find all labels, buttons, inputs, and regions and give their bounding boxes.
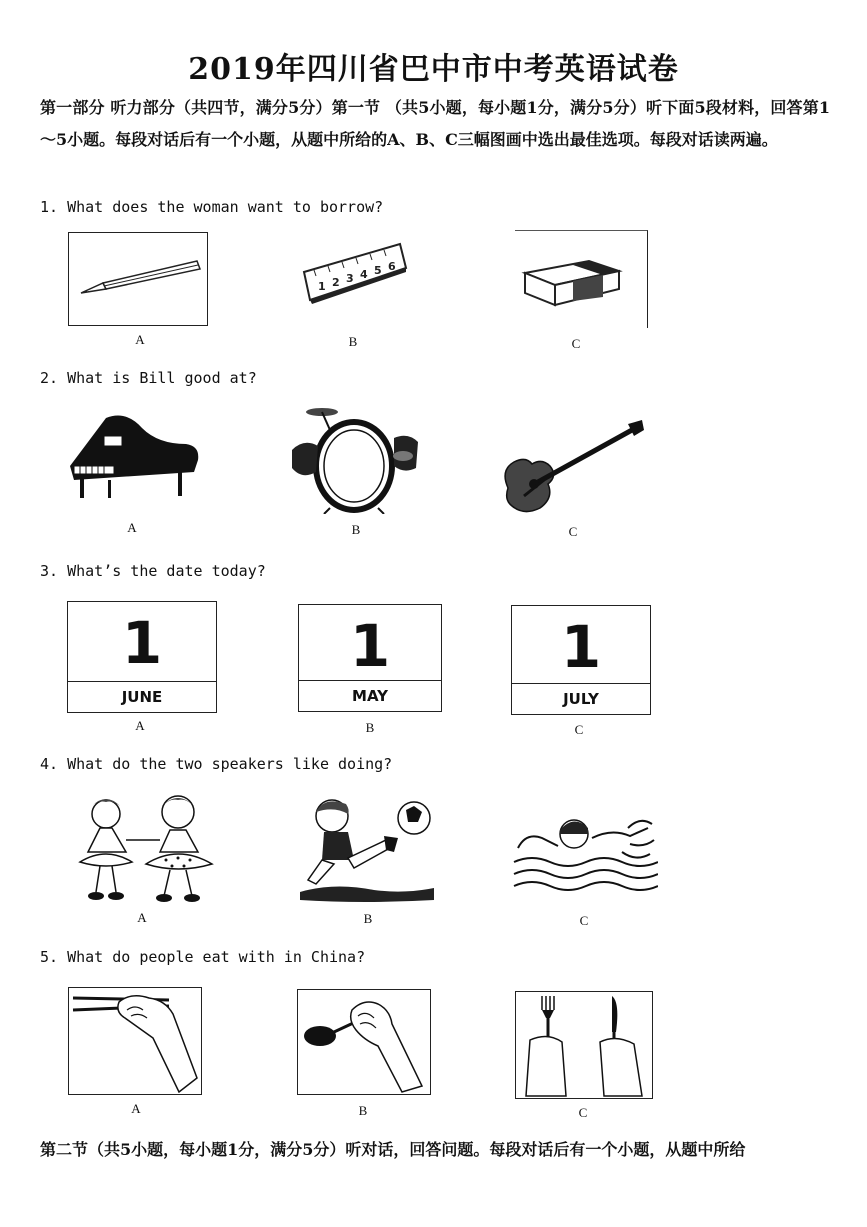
- swimmer-icon[interactable]: [512, 808, 658, 904]
- ruler-mark: 6: [388, 260, 396, 273]
- piano-icon[interactable]: [66, 408, 202, 504]
- football-player-icon[interactable]: [294, 796, 438, 904]
- calendar-june[interactable]: [67, 601, 217, 713]
- ruler-icon[interactable]: [300, 238, 408, 310]
- pencil-icon[interactable]: [68, 232, 208, 326]
- option-label-a: A: [137, 910, 147, 925]
- calendar-day: 1: [121, 609, 163, 677]
- option-label-b: B: [365, 720, 375, 735]
- option-label-a: A: [135, 718, 145, 733]
- option-label-b: B: [351, 522, 361, 537]
- question-1: 1. What does the woman want to borrow?: [40, 198, 384, 216]
- fork-knife-hands-icon[interactable]: [515, 991, 653, 1099]
- option-label-c: C: [574, 722, 584, 737]
- question-2: 2. What is Bill good at?: [40, 369, 257, 387]
- section-two-instructions: 第二节（共5小题，每小题1分，满分5分）听对话，回答问题。每段对话后有一个小题，从题中所给: [40, 1140, 746, 1159]
- calendar-month: JUNE: [68, 681, 216, 712]
- option-label-b: B: [358, 1103, 368, 1118]
- spoon-hand-icon[interactable]: [297, 989, 431, 1095]
- ruler-mark: 2: [332, 276, 340, 289]
- ruler-mark: 1: [318, 280, 326, 293]
- question-5: 5. What do people eat with in China?: [40, 948, 366, 966]
- dancing-girls-icon[interactable]: [66, 792, 220, 904]
- calendar-day: 1: [349, 612, 391, 680]
- ruler-mark: 3: [346, 272, 354, 285]
- calendar-month: JULY: [512, 683, 650, 714]
- option-label-b: B: [363, 911, 373, 926]
- option-label-c: C: [568, 524, 578, 539]
- question-3: 3. What’s the date today?: [40, 562, 266, 580]
- option-label-a: A: [131, 1101, 141, 1116]
- option-label-c: C: [578, 1105, 588, 1120]
- calendar-may[interactable]: [298, 604, 442, 712]
- guitar-icon[interactable]: [498, 418, 646, 518]
- calendar-month: MAY: [299, 680, 441, 711]
- ruler-mark: 5: [374, 264, 382, 277]
- option-label-c: C: [571, 336, 581, 351]
- calendar-day: 1: [560, 613, 602, 681]
- page-title: 2019年四川省巴中市中考英语试卷: [188, 52, 679, 87]
- question-4: 4. What do the two speakers like doing?: [40, 755, 393, 773]
- drum-icon[interactable]: [290, 404, 420, 514]
- option-label-c: C: [579, 913, 589, 928]
- option-label-a: A: [135, 332, 145, 347]
- eraser-icon[interactable]: [515, 230, 648, 328]
- calendar-july[interactable]: [511, 605, 651, 715]
- option-label-b: B: [348, 334, 358, 349]
- section-instructions: 第一部分 听力部分（共四节，满分5分）第一节 （共5小题，每小题1分，满分5分）听下面5段材料，回答第1～5小题。每段对话后有一个小题，从题中所给的A、B、C三幅图画中选出最佳选项。每段对话读两遍。: [40, 98, 830, 149]
- ruler-mark: 4: [360, 268, 368, 281]
- option-label-a: A: [127, 520, 137, 535]
- chopsticks-hand-icon[interactable]: [68, 987, 202, 1095]
